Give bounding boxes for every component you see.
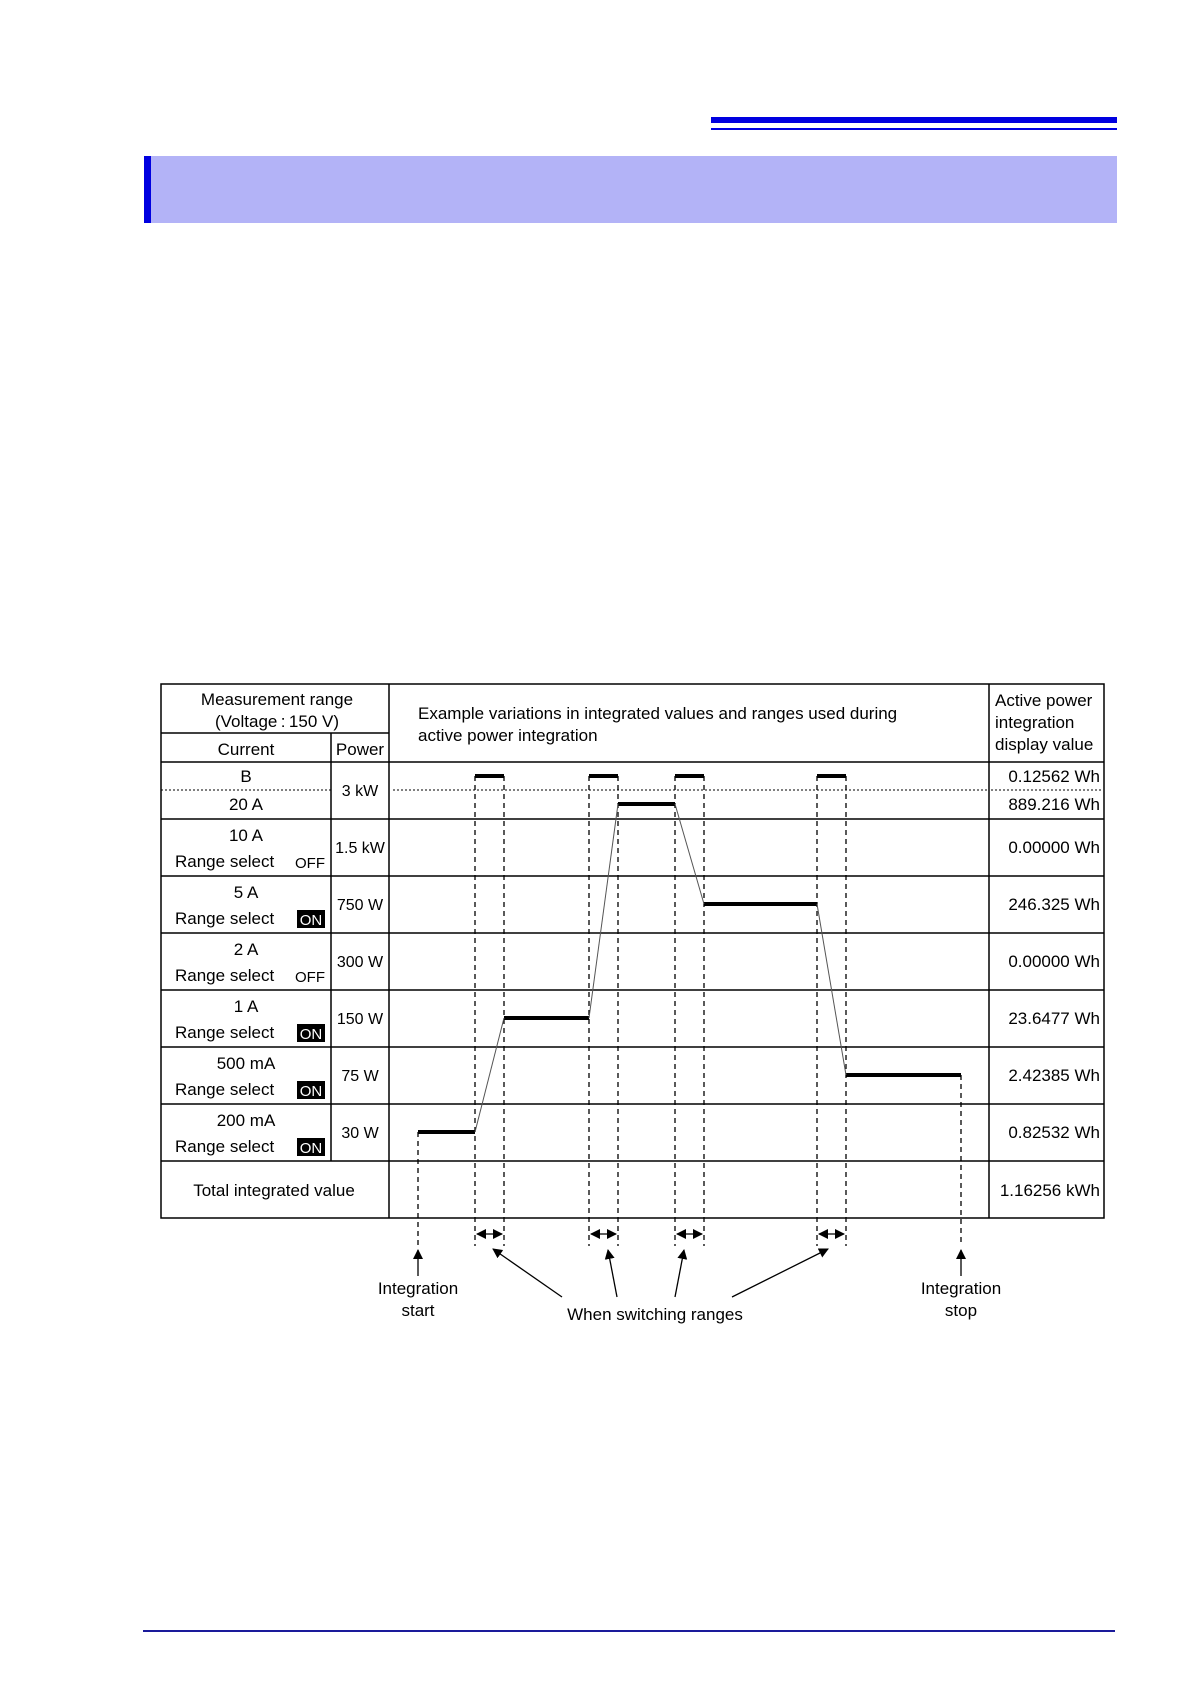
header-measurement-range: Measurement range — [200, 690, 354, 709]
row-current-label: 500 mA — [216, 1054, 276, 1073]
range-select-on-badge — [297, 910, 325, 929]
stop-label-line2: stop — [944, 1301, 978, 1320]
range-select-label: Range select — [175, 852, 275, 871]
row-display-value: 0.00000 Wh — [1008, 838, 1100, 857]
stop-label-line1: Integration — [920, 1279, 1002, 1298]
range-select-on-badge — [297, 1138, 325, 1157]
switch-arrow-4 — [732, 1249, 828, 1297]
range-select-state: ON — [299, 1083, 323, 1100]
header-example-line1: Example variations in integrated values and ranges used during — [418, 704, 898, 723]
header-texts — [201, 690, 1093, 759]
start-label-line1: Integration — [377, 1279, 459, 1298]
range-select-state: OFF — [295, 855, 325, 872]
switch-arrow-3 — [675, 1250, 684, 1297]
row-display-value: 23.6477 Wh — [1008, 1009, 1100, 1028]
range-select-state: ON — [299, 1140, 323, 1157]
footer-rule — [143, 1630, 1115, 1632]
row-power-label: 300 W — [336, 954, 384, 971]
row-current-label: 10 A — [228, 826, 264, 845]
range-select-label: Range select — [175, 1080, 275, 1099]
range-select-on-badge — [297, 1081, 325, 1100]
row-display-value: 246.325 Wh — [1008, 895, 1100, 914]
row-power-label: 75 W — [341, 1068, 379, 1085]
row-display-value: 2.42385 Wh — [1008, 1066, 1100, 1085]
row-current-label-secondary: 20 A — [228, 795, 264, 814]
switch-arrow-2 — [608, 1250, 617, 1297]
header-display-line3: display value — [995, 735, 1094, 754]
total-label: Total integrated value — [193, 1181, 355, 1200]
range-select-on-badge — [297, 1024, 325, 1043]
range-select-label: Range select — [175, 1023, 275, 1042]
range-segments — [418, 776, 961, 1132]
row-display-value: 0.12562 Wh — [1008, 767, 1100, 786]
row-power-label: 1.5 kW — [335, 840, 385, 857]
annotation-labels — [378, 1279, 1001, 1324]
table-grid — [161, 684, 1104, 1218]
range-select-state: ON — [299, 1026, 323, 1043]
switching-label: When switching ranges — [567, 1305, 743, 1324]
total-value: 1.16256 kWh — [999, 1181, 1100, 1200]
row-power-label: 150 W — [336, 1011, 384, 1028]
row-current-label: B — [240, 767, 252, 786]
range-select-label: Range select — [175, 1137, 275, 1156]
range-select-state: OFF — [295, 969, 325, 986]
header-display-line1: Active power — [995, 691, 1093, 710]
range-select-state: ON — [299, 912, 323, 929]
row-current-label: 2 A — [233, 940, 259, 959]
range-select-label: Range select — [175, 966, 275, 985]
row-power-label: 3 kW — [341, 783, 379, 800]
start-label-line2: start — [401, 1301, 435, 1320]
switch-arrow-1 — [493, 1249, 562, 1297]
header-example-line2: active power integration — [418, 726, 598, 745]
row-display-value: 0.00000 Wh — [1008, 952, 1100, 971]
row-display-value-secondary: 889.216 Wh — [1008, 795, 1100, 814]
row-current-label: 200 mA — [216, 1111, 276, 1130]
header-current: Current — [217, 740, 275, 759]
row-display-value: 0.82532 Wh — [1008, 1123, 1100, 1142]
range-select-label: Range select — [175, 909, 275, 928]
row-power-label: 750 W — [336, 897, 384, 914]
switch-guide-lines — [418, 776, 961, 1246]
total-row — [193, 1181, 1100, 1200]
header-power: Power — [335, 740, 385, 759]
range-rows — [175, 767, 1100, 1157]
row-power-label: 30 W — [341, 1125, 379, 1142]
annotation-arrows — [418, 1249, 961, 1297]
row-current-label: 5 A — [233, 883, 259, 902]
row-current-label: 1 A — [233, 997, 259, 1016]
transition-lines — [475, 804, 846, 1132]
header-display-line2: integration — [995, 713, 1075, 732]
header-voltage: (Voltage : 150 V) — [215, 712, 339, 731]
